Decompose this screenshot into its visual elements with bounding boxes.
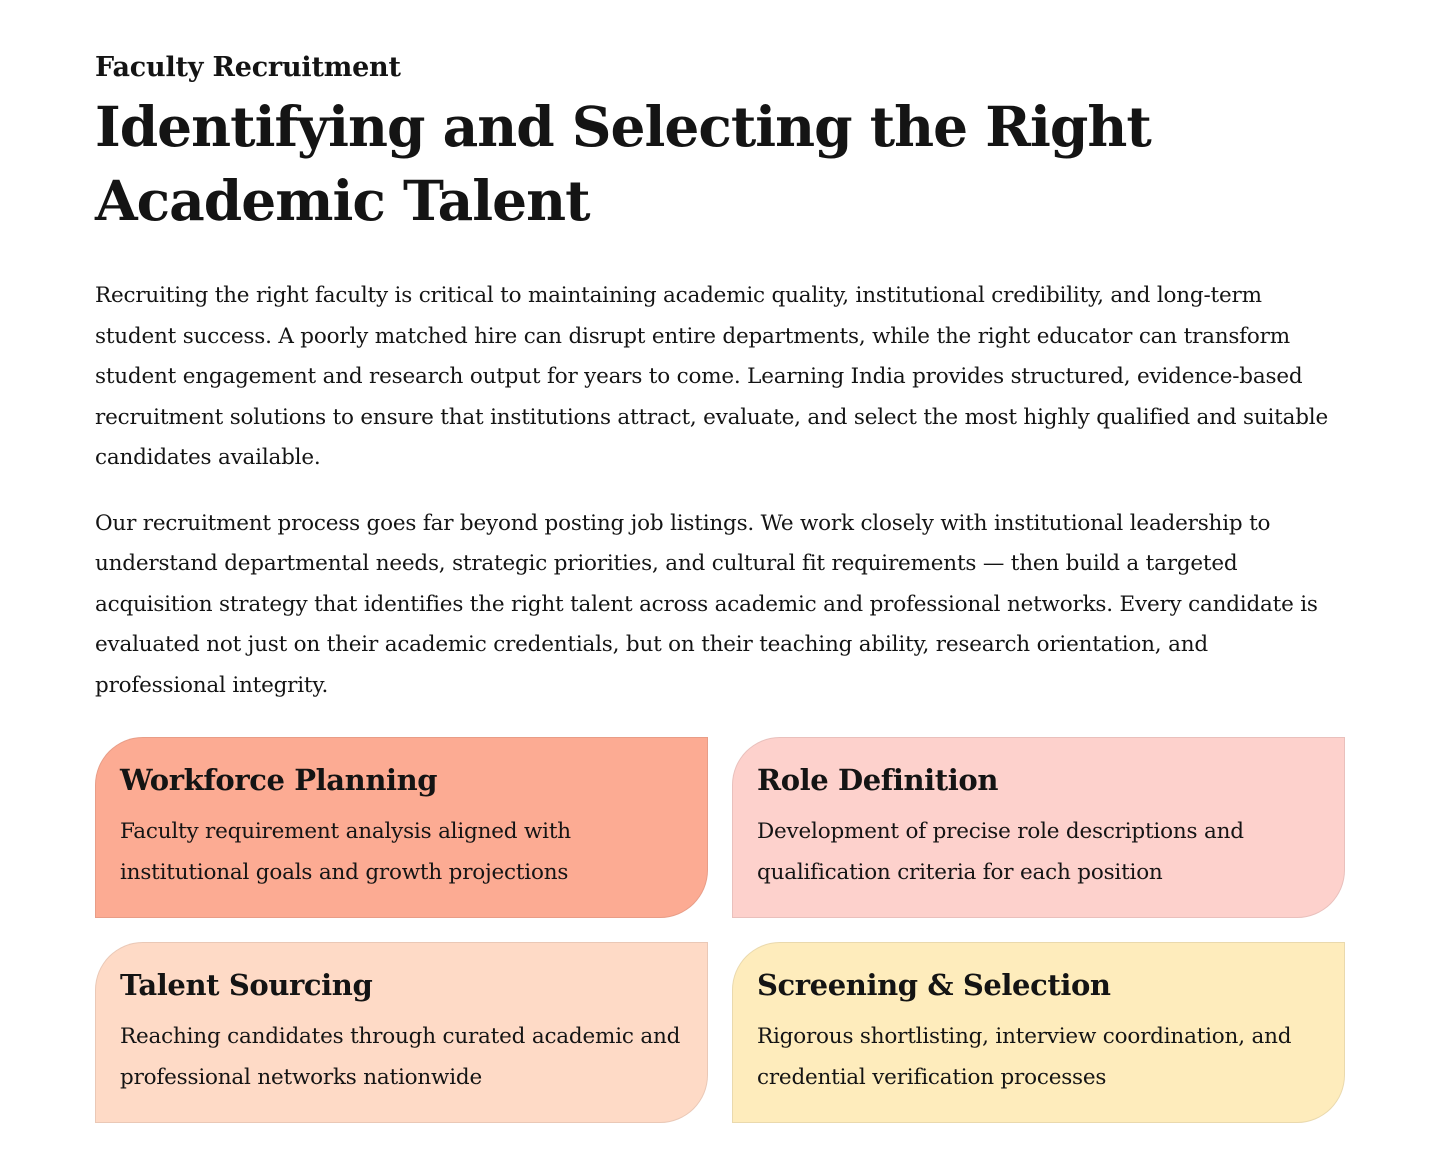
card-title: Workforce Planning [120,763,438,797]
card-description: Rigorous shortlisting, interview coordination, and credential verification processes [757,1024,1292,1090]
page-title: Identifying and Selecting the Right Academic Talent [95,94,1151,233]
intro-paragraph-2: Our recruitment process goes far beyond posting job listings. We work closely with institutional leadership to understand departmental needs, strategic priorities, and cultural fit requirements — then build a targeted acquisition strategy that identifies the right talent across academic and professional networks. Every candidate is evaluated not just on their academic credentials, but on their teaching ability, research orientation, and professional integrity. [95,510,1318,698]
section-eyebrow: Faculty Recruitment [95,52,401,83]
card-description: Faculty requirement analysis aligned with institutional goals and growth projections [120,819,571,885]
service-cards-grid [95,737,1345,1123]
card-description: Reaching candidates through curated academic and professional networks nationwide [120,1024,681,1090]
card-role-definition [732,737,1345,918]
card-title: Talent Sourcing [120,968,373,1002]
card-talent-sourcing [95,942,708,1123]
card-title: Screening & Selection [757,968,1111,1002]
intro-paragraph-1: Recruiting the right faculty is critical to maintaining academic quality, institutional credibility, and long-term student success. A poorly matched hire can disrupt entire departments, while the right educator can transform student engagement and research output for years to come. Learning India provides structured, evidence-based recruitment solutions to ensure that institutions attract, evaluate, and select the most highly qualified and suitable candidates available. [95,283,1328,470]
card-title: Role Definition [757,763,999,797]
card-description: Development of precise role descriptions and qualification criteria for each position [757,819,1244,885]
card-workforce-planning [95,737,708,918]
card-screening-selection [732,942,1345,1123]
